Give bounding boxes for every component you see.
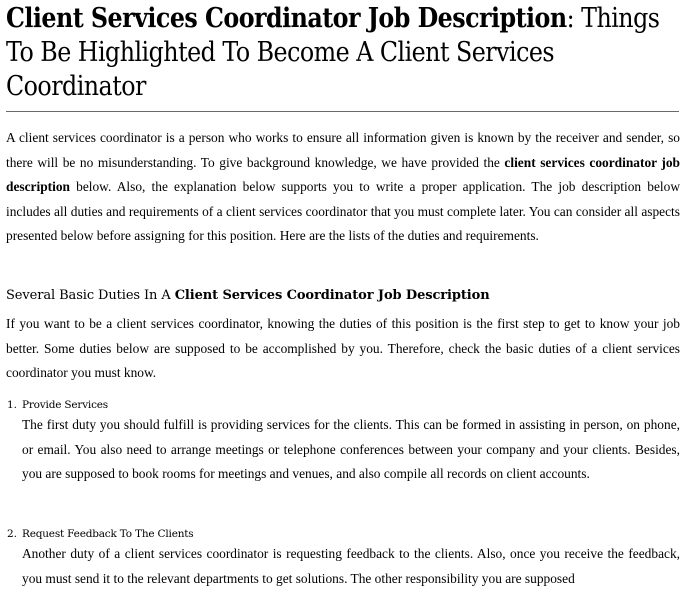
duty-body: Another duty of a client services coordinator is requesting feedback to the clients. Also, once you receive the feedback, you must send it to the relevant departments to get solutions. The other responsibility you are supposed	[22, 546, 680, 586]
duty-list-item	[0, 525, 690, 586]
intro-text-start: A client services coordinator is a person who works to ensure all information given is known by the receiver and sender, so there will be no misunderstanding. To give background knowledge, we have provided the	[6, 130, 680, 170]
duty-header	[0, 396, 690, 414]
title-divider	[6, 111, 679, 112]
intro-text-end: below. Also, the explanation below supports you to write a proper application. The job description below includes all duties and requirements of a client services coordinator that you must complete later. You can consider all aspects presented below before assigning for this position. Here are the lists of the duties and requirements.	[6, 179, 680, 243]
page-title	[6, 2, 684, 104]
intro-paragraph	[6, 126, 680, 249]
page-title-colon: :	[566, 3, 575, 34]
duty-title: Provide Services	[22, 399, 108, 411]
duty-number: 2.	[7, 528, 18, 540]
page-title-bold: Client Services Coordinator Job Description	[6, 3, 567, 34]
duty-body: The first duty you should fulfill is providing services for the clients. This can be formed in assisting in person, on phone, or email. You also need to arrange meetings or telephone conferences between your company and your clients. Besides, you are supposed to book rooms for meetings and venues, and also compile all records on client accounts.	[22, 417, 680, 481]
duty-list-item	[0, 396, 690, 481]
duty-number: 1.	[7, 399, 18, 411]
section-heading-prefix: Several Basic Duties In A	[6, 288, 175, 303]
section-heading-bold: Client Services Coordinator Job Description	[174, 288, 490, 303]
duty-header	[0, 525, 690, 543]
section-intro-paragraph: If you want to be a client services coordinator, knowing the duties of this position is the first step to get to know your job better. Some duties below are supposed to be accomplished by you. Therefore, check the basic duties of a client services coordinator you must know.	[6, 316, 680, 380]
duty-title: Request Feedback To The Clients	[22, 528, 194, 540]
page-title-subtitle: Things To Be Highlighted To Become A Client Services Coordinator	[6, 3, 660, 102]
section-heading	[6, 287, 490, 305]
intro-bold-keyword: client services coordinator job description	[6, 154, 680, 194]
